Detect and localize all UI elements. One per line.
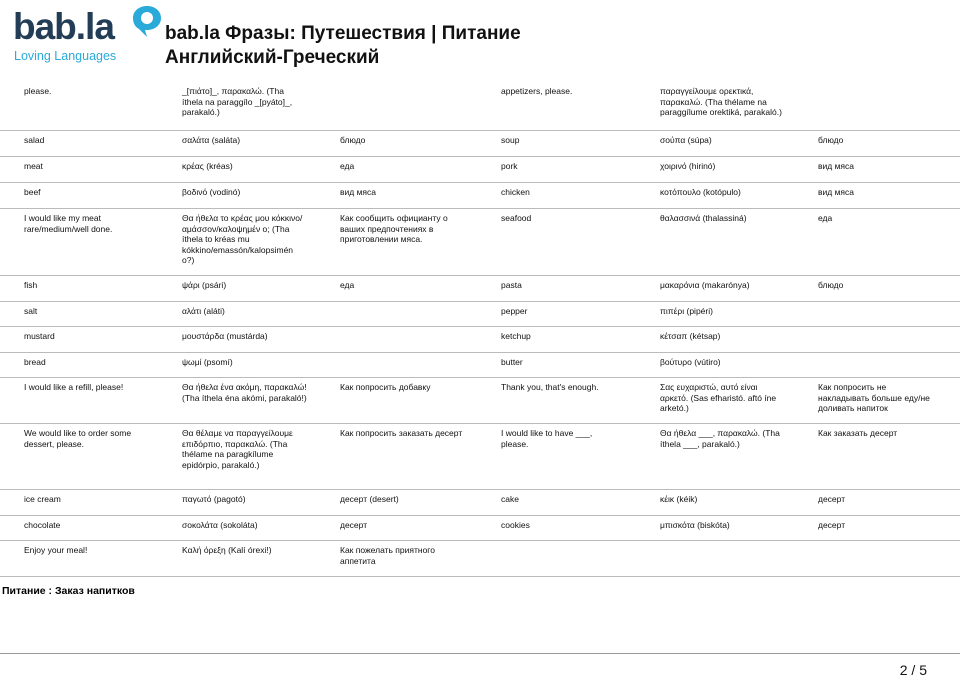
phrase-el: _[πιάτο]_, παρακαλώ. (Tha íthela na paraggílo _[pyáto]_, parakaló.) — [182, 86, 293, 118]
phrase-el: Θα ήθελα το κρέας μου κόκκινο/αμάσσον/καλοψημέν ο; (Tha íthela to kréas mu kókkino/emassón/kalopsimén o?) — [182, 213, 303, 266]
phrase-en: We would like to order some dessert, please. — [24, 428, 132, 449]
table-row — [0, 516, 960, 541]
phrase-note: Как попросить добавку — [340, 382, 431, 392]
logo-text: bab.la — [13, 6, 114, 47]
phrase-note: Как сообщить официанту о ваших предпочтениях в приготовлении мяса. — [340, 213, 448, 245]
phrase-en-2: soup — [501, 135, 520, 145]
phrase-en: chocolate — [24, 520, 61, 530]
phrase-en: salad — [24, 135, 45, 145]
phrase-note-2: блюдо — [818, 135, 844, 145]
phrase-en-2: butter — [501, 357, 523, 367]
phrase-en-2: cake — [501, 494, 519, 504]
footer-divider — [0, 653, 960, 654]
table-row — [0, 183, 960, 209]
logo-tagline: Loving Languages — [14, 49, 117, 63]
page-number: 2 / 5 — [899, 662, 927, 678]
phrase-note: десерт (desert) — [340, 494, 399, 504]
phrase-en: meat — [24, 161, 43, 171]
phrase-en-2: pasta — [501, 280, 522, 290]
speech-bubble-icon — [131, 4, 163, 38]
table-row — [0, 131, 960, 157]
phrase-en: I would like my meat rare/medium/well done. — [24, 213, 113, 234]
phrase-en-2: I would like to have ___, please. — [501, 428, 593, 449]
phrase-el-2: κέτσαπ (kétsap) — [660, 331, 721, 341]
table-row — [0, 276, 960, 302]
phrase-note: блюдо — [340, 135, 366, 145]
phrase-el: σοκολάτα (sokoláta) — [182, 520, 258, 530]
table-row — [0, 490, 960, 516]
phrase-el: ψωμί (psomí) — [182, 357, 233, 367]
phrase-el-2: σούπα (súpa) — [660, 135, 712, 145]
phrase-note-2: десерт — [818, 494, 846, 504]
title-line-1: bab.la Фразы: Путешествия | Питание — [165, 23, 521, 44]
phrase-el: ψάρι (psári) — [182, 280, 227, 290]
table-row — [0, 327, 960, 353]
phrase-el: κρέας (kréas) — [182, 161, 233, 171]
phrase-el-2: κέικ (kéik) — [660, 494, 698, 504]
phrase-el-2: Θα ήθελα ___, παρακαλώ. (Tha íthela ___, parakaló.) — [660, 428, 780, 449]
phrase-note: Как попросить заказать десерт — [340, 428, 463, 438]
table-row — [0, 82, 960, 131]
phrase-en-2: seafood — [501, 213, 532, 223]
phrase-en: I would like a refill, please! — [24, 382, 124, 392]
phrase-note-2: десерт — [818, 520, 846, 530]
phrase-note-2: вид мяса — [818, 161, 855, 171]
phrase-el: αλάτι (aláti) — [182, 306, 225, 316]
table-row — [0, 302, 960, 327]
table-row — [0, 209, 960, 276]
logo[interactable] — [13, 4, 153, 68]
phrase-en-2: ketchup — [501, 331, 531, 341]
phrase-el-2: θαλασσινά (thalassiná) — [660, 213, 747, 223]
table-row — [0, 424, 960, 490]
phrase-note: еда — [340, 161, 355, 171]
phrase-el-2: πιπέρι (pipéri) — [660, 306, 713, 316]
phrase-note: вид мяса — [340, 187, 377, 197]
section-title: Питание : Заказ напитков — [2, 585, 135, 597]
phrase-el-2: παραγγείλουμε ορεκτικά, παρακαλώ. (Tha thélame na paraggílume orektiká, parakaló.) — [660, 86, 782, 118]
phrase-el-2: κοτόπουλο (kotópulo) — [660, 187, 741, 197]
phrase-en-2: chicken — [501, 187, 530, 197]
phrase-en: please. — [24, 86, 52, 96]
phrase-en-2: pork — [501, 161, 518, 171]
phrase-en: ice cream — [24, 494, 61, 504]
phrase-el: Θα ήθελα ένα ακόμη, παρακαλώ! (Tha íthela éna akómi, parakaló!) — [182, 382, 307, 403]
table-row — [0, 541, 960, 577]
phrase-note-2: блюдо — [818, 280, 844, 290]
phrase-en: salt — [24, 306, 38, 316]
phrase-table — [0, 82, 960, 577]
phrase-el: βοδινό (vodinó) — [182, 187, 241, 197]
table-row — [0, 378, 960, 424]
phrase-el: παγωτό (pagotó) — [182, 494, 246, 504]
phrase-el-2: Σας ευχαριστώ, αυτό είναι αρκετό. (Sas efharistó. aftó íne arketó.) — [660, 382, 777, 414]
phrase-en-2: cookies — [501, 520, 530, 530]
phrase-en-2: appetizers, please. — [501, 86, 573, 96]
phrase-el-2: βούτυρο (vútiro) — [660, 357, 721, 367]
phrase-el: σαλάτα (saláta) — [182, 135, 241, 145]
phrase-note-2: еда — [818, 213, 833, 223]
phrase-el-2: μπισκότα (biskóta) — [660, 520, 730, 530]
phrase-en: Enjoy your meal! — [24, 545, 88, 555]
phrase-en-2: Thank you, that's enough. — [501, 382, 599, 392]
phrase-note: десерт — [340, 520, 368, 530]
phrase-en: bread — [24, 357, 46, 367]
phrase-en-2: pepper — [501, 306, 528, 316]
page-title — [165, 22, 521, 70]
phrase-note-2: Как заказать десерт — [818, 428, 898, 438]
phrase-en: beef — [24, 187, 41, 197]
table-row — [0, 157, 960, 183]
phrase-el-2: χοιρινό (hirinó) — [660, 161, 716, 171]
phrase-el: μουστάρδα (mustárda) — [182, 331, 268, 341]
phrase-el: Καλή όρεξη (Kalí órexi!) — [182, 545, 272, 555]
table-row — [0, 353, 960, 378]
title-line-2: Английский-Греческий — [165, 47, 380, 68]
phrase-el: Θα θέλαμε να παραγγείλουμε επιδόρπιο, παρακαλώ. (Tha thélame na paragkílume epidórpio, parakaló.) — [182, 428, 293, 470]
phrase-en: fish — [24, 280, 38, 290]
phrase-note-2: вид мяса — [818, 187, 855, 197]
phrase-el-2: μακαρόνια (makarónya) — [660, 280, 750, 290]
phrase-en: mustard — [24, 331, 55, 341]
phrase-note-2: Как попросить не накладывать больше еду/не доливать напиток — [818, 382, 930, 414]
phrase-note: Как пожелать приятного аппетита — [340, 545, 435, 566]
phrase-note: еда — [340, 280, 355, 290]
